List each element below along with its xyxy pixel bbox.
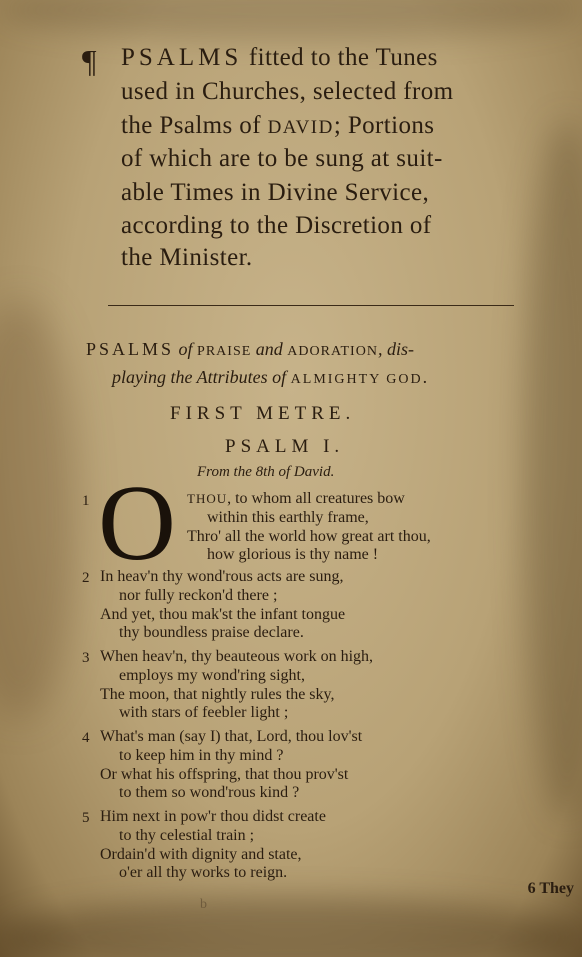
verse-line: Ordain'd with dignity and state, <box>100 846 302 863</box>
heading-line-1: PSALMS fitted to the Tunes <box>121 44 438 71</box>
page-stain <box>0 0 582 40</box>
heading-line-7: the Minister. <box>121 244 253 271</box>
signature-mark: b <box>200 897 211 912</box>
verse-line: employs my wond'ring sight, <box>119 667 305 684</box>
verse-line: o'er all thy works to reign. <box>119 864 288 881</box>
verse-line: Him next in pow'r thou didst create <box>100 808 326 825</box>
heading-line-5: able Times in Divine Service, <box>121 179 430 206</box>
verse-line: to thy celestial train ; <box>119 827 255 844</box>
verse-line: THOU, to whom all creatures bow <box>187 490 405 507</box>
metre-title: FIRST METRE. <box>170 403 356 424</box>
catchword: 6 They <box>527 880 574 897</box>
verse-line: within this earthly frame, <box>207 509 369 526</box>
verse-line: to them so wond'rous kind ? <box>119 784 300 801</box>
heading-line-3: the Psalms of DAVID; Portions <box>121 112 435 139</box>
section-heading-line-1: PSALMS of PRAISE and ADORATION, dis- <box>86 339 414 359</box>
psalm-title: PSALM I. <box>225 436 345 457</box>
page-stain <box>522 120 582 820</box>
verse-number: 2 <box>82 570 90 586</box>
pilcrow-mark: ¶ <box>82 43 97 79</box>
verse-line: The moon, that nightly rules the sky, <box>100 686 335 703</box>
verse-number: 4 <box>82 730 90 746</box>
verse-line: And yet, thou mak'st the infant tongue <box>100 606 346 623</box>
heading-line-2: used in Churches, selected from <box>121 78 454 105</box>
psalm-source: From the 8th of David. <box>197 464 335 480</box>
verse-line: how glorious is thy name ! <box>207 546 379 563</box>
verse-number: 3 <box>82 650 90 666</box>
verse-line: Or what his offspring, that thou prov'st <box>100 766 349 783</box>
page-stain <box>0 897 582 957</box>
heading-line-6: according to the Discretion of <box>121 212 432 239</box>
verse-line: thy boundless praise declare. <box>119 624 304 641</box>
verse-line: nor fully reckon'd there ; <box>119 587 278 604</box>
verse-line: In heav'n thy wond'rous acts are sung, <box>100 568 344 585</box>
verse-number: 1 <box>82 493 90 509</box>
heading-line-4: of which are to be sung at suit- <box>121 145 443 172</box>
verse-line: to keep him in thy mind ? <box>119 747 284 764</box>
verse-line: with stars of feebler light ; <box>119 704 289 721</box>
verse-line: When heav'n, thy beauteous work on high, <box>100 648 374 665</box>
verse-line: Thro' all the world how great art thou, <box>187 528 431 545</box>
verse-number: 5 <box>82 810 90 826</box>
verse-line: What's man (say I) that, Lord, thou lov'st <box>100 728 363 745</box>
page-stain <box>0 300 80 720</box>
section-heading-line-2: playing the Attributes of ALMIGHTY GOD. <box>112 367 428 387</box>
drop-cap: O <box>98 464 176 583</box>
divider-rule <box>108 305 514 306</box>
